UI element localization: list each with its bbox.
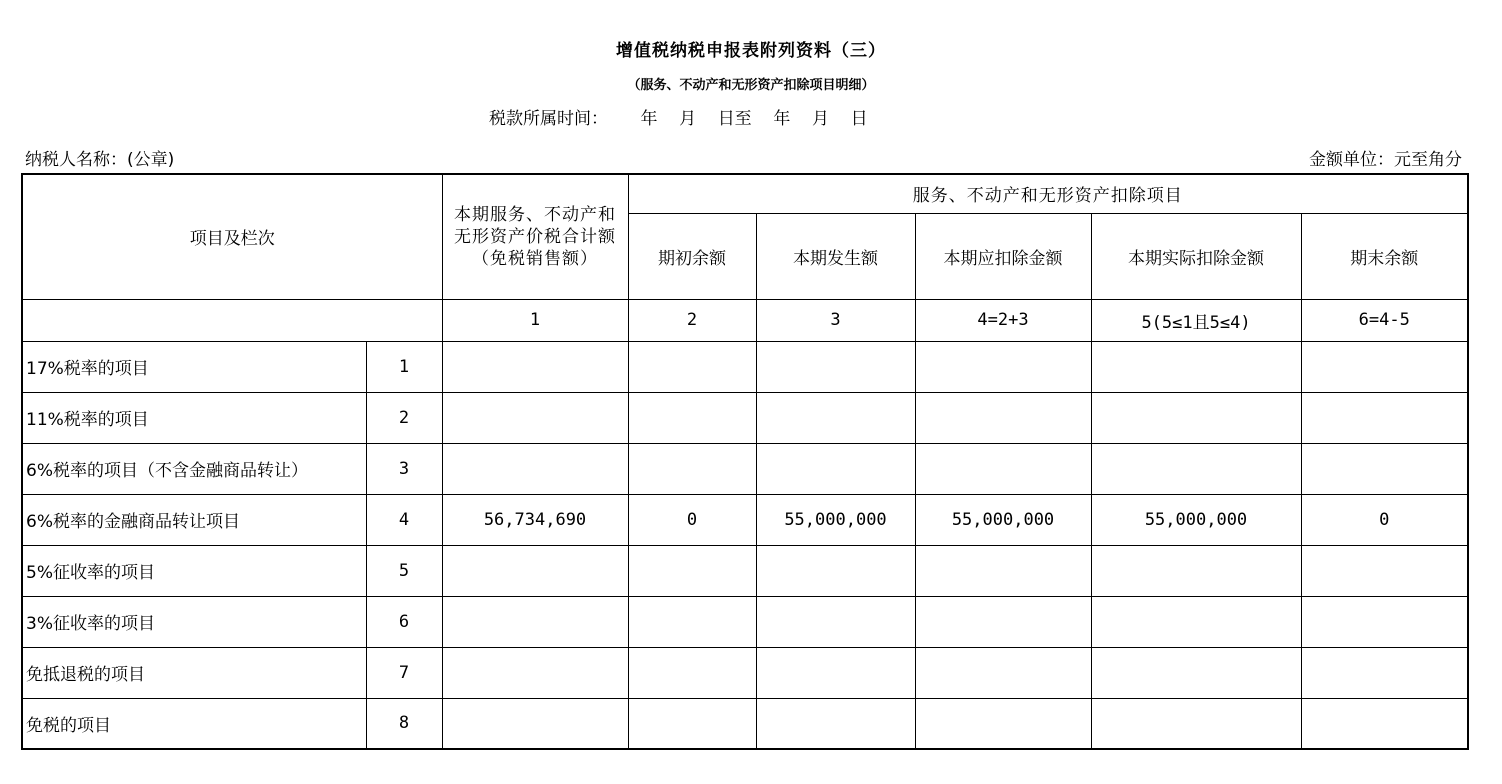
cell-current-amount[interactable] [756, 698, 915, 749]
row-item-name: 免抵退税的项目 [22, 647, 366, 698]
cell-closing-balance[interactable] [1301, 596, 1468, 647]
cell-actual-deduction[interactable] [1091, 596, 1301, 647]
cell-actual-deduction[interactable]: 55,000,000 [1091, 494, 1301, 545]
table-row [22, 698, 1468, 749]
taxpayer-name-label: 纳税人名称：(公章) [25, 150, 175, 170]
period-month-start: 月 [679, 109, 697, 129]
row-line-number: 8 [366, 698, 442, 749]
cell-opening-balance[interactable] [628, 443, 756, 494]
cell-deductible-amount[interactable] [915, 698, 1091, 749]
row-item-name: 17%税率的项目 [22, 341, 366, 392]
table-row [22, 596, 1468, 647]
amount-unit-label: 金额单位：元至角分 [1309, 150, 1462, 170]
cell-actual-deduction[interactable] [1091, 698, 1301, 749]
header-deductible-amount: 本期应扣除金额 [915, 213, 1091, 299]
table-row [22, 494, 1468, 545]
header-opening-balance: 期初余额 [628, 213, 756, 299]
period-year-start: 年 [640, 109, 658, 129]
cell-actual-deduction[interactable] [1091, 392, 1301, 443]
period-month-end: 月 [811, 109, 829, 129]
cell-closing-balance[interactable] [1301, 341, 1468, 392]
cell-opening-balance[interactable] [628, 392, 756, 443]
cell-closing-balance[interactable] [1301, 443, 1468, 494]
cell-deductible-amount[interactable] [915, 647, 1091, 698]
cell-total-amount[interactable] [442, 596, 628, 647]
period-year-end: 年 [773, 109, 791, 129]
row-line-number: 1 [366, 341, 442, 392]
cell-opening-balance[interactable] [628, 545, 756, 596]
cell-total-amount[interactable] [442, 443, 628, 494]
row-item-name: 6%税率的项目（不含金融商品转让） [22, 443, 366, 494]
table-row [22, 443, 1468, 494]
table-row [22, 341, 1468, 392]
cell-total-amount[interactable] [442, 392, 628, 443]
cell-current-amount[interactable] [756, 596, 915, 647]
cell-total-amount[interactable] [442, 647, 628, 698]
cell-total-amount[interactable]: 56,734,690 [442, 494, 628, 545]
cell-total-amount[interactable] [442, 341, 628, 392]
cell-opening-balance[interactable]: 0 [628, 494, 756, 545]
cell-total-amount[interactable] [442, 545, 628, 596]
cell-current-amount[interactable] [756, 647, 915, 698]
row-line-number: 7 [366, 647, 442, 698]
cell-deductible-amount[interactable]: 55,000,000 [915, 494, 1091, 545]
cell-current-amount[interactable]: 55,000,000 [756, 494, 915, 545]
header-number-spacer [22, 299, 442, 341]
row-item-name: 免税的项目 [22, 698, 366, 749]
row-item-name: 3%征收率的项目 [22, 596, 366, 647]
cell-opening-balance[interactable] [628, 647, 756, 698]
row-item-name: 11%税率的项目 [22, 392, 366, 443]
table-row [22, 647, 1468, 698]
row-line-number: 5 [366, 545, 442, 596]
row-line-number: 6 [366, 596, 442, 647]
row-line-number: 4 [366, 494, 442, 545]
col-number-4: 4=2+3 [915, 299, 1091, 341]
cell-deductible-amount[interactable] [915, 392, 1091, 443]
row-item-name: 6%税率的金融商品转让项目 [22, 494, 366, 545]
header-current-amount: 本期发生额 [756, 213, 915, 299]
cell-total-amount[interactable] [442, 698, 628, 749]
form-subtitle: （服务、不动产和无形资产扣除项目明细） [627, 78, 875, 93]
table-row [22, 392, 1468, 443]
cell-actual-deduction[interactable] [1091, 545, 1301, 596]
cell-closing-balance[interactable]: 0 [1301, 494, 1468, 545]
cell-current-amount[interactable] [756, 392, 915, 443]
cell-deductible-amount[interactable] [915, 443, 1091, 494]
cell-deductible-amount[interactable] [915, 596, 1091, 647]
col-number-3: 3 [756, 299, 915, 341]
cell-current-amount[interactable] [756, 545, 915, 596]
cell-current-amount[interactable] [756, 341, 915, 392]
col-number-5: 5(5≤1且5≤4) [1091, 299, 1301, 341]
cell-current-amount[interactable] [756, 443, 915, 494]
cell-closing-balance[interactable] [1301, 647, 1468, 698]
deduction-detail-table [21, 173, 1469, 750]
cell-opening-balance[interactable] [628, 596, 756, 647]
row-line-number: 2 [366, 392, 442, 443]
col-number-6: 6=4-5 [1301, 299, 1468, 341]
tax-period [489, 104, 868, 129]
period-day-end: 日 [850, 109, 868, 129]
cell-closing-balance[interactable] [1301, 698, 1468, 749]
cell-actual-deduction[interactable] [1091, 341, 1301, 392]
row-line-number: 3 [366, 443, 442, 494]
col-number-1: 1 [442, 299, 628, 341]
cell-closing-balance[interactable] [1301, 392, 1468, 443]
cell-deductible-amount[interactable] [915, 545, 1091, 596]
header-item-column: 项目及栏次 [22, 174, 442, 299]
col-number-2: 2 [628, 299, 756, 341]
form-title: 增值税纳税申报表附列资料（三） [616, 41, 886, 61]
header-deduction-group: 服务、不动产和无形资产扣除项目 [628, 174, 1468, 213]
cell-closing-balance[interactable] [1301, 545, 1468, 596]
header-closing-balance: 期末余额 [1301, 213, 1468, 299]
header-total-amount [442, 174, 628, 299]
table-row [22, 545, 1468, 596]
cell-actual-deduction[interactable] [1091, 443, 1301, 494]
cell-deductible-amount[interactable] [915, 341, 1091, 392]
row-item-name: 5%征收率的项目 [22, 545, 366, 596]
cell-opening-balance[interactable] [628, 698, 756, 749]
header-actual-deduction: 本期实际扣除金额 [1091, 213, 1301, 299]
period-day-to: 日至 [717, 109, 752, 129]
cell-actual-deduction[interactable] [1091, 647, 1301, 698]
header-total-amount-label: 本期服务、不动产和无形资产价税合计额（免税销售额） [454, 204, 616, 269]
tax-period-label: 税款所属时间： [489, 109, 608, 129]
cell-opening-balance[interactable] [628, 341, 756, 392]
